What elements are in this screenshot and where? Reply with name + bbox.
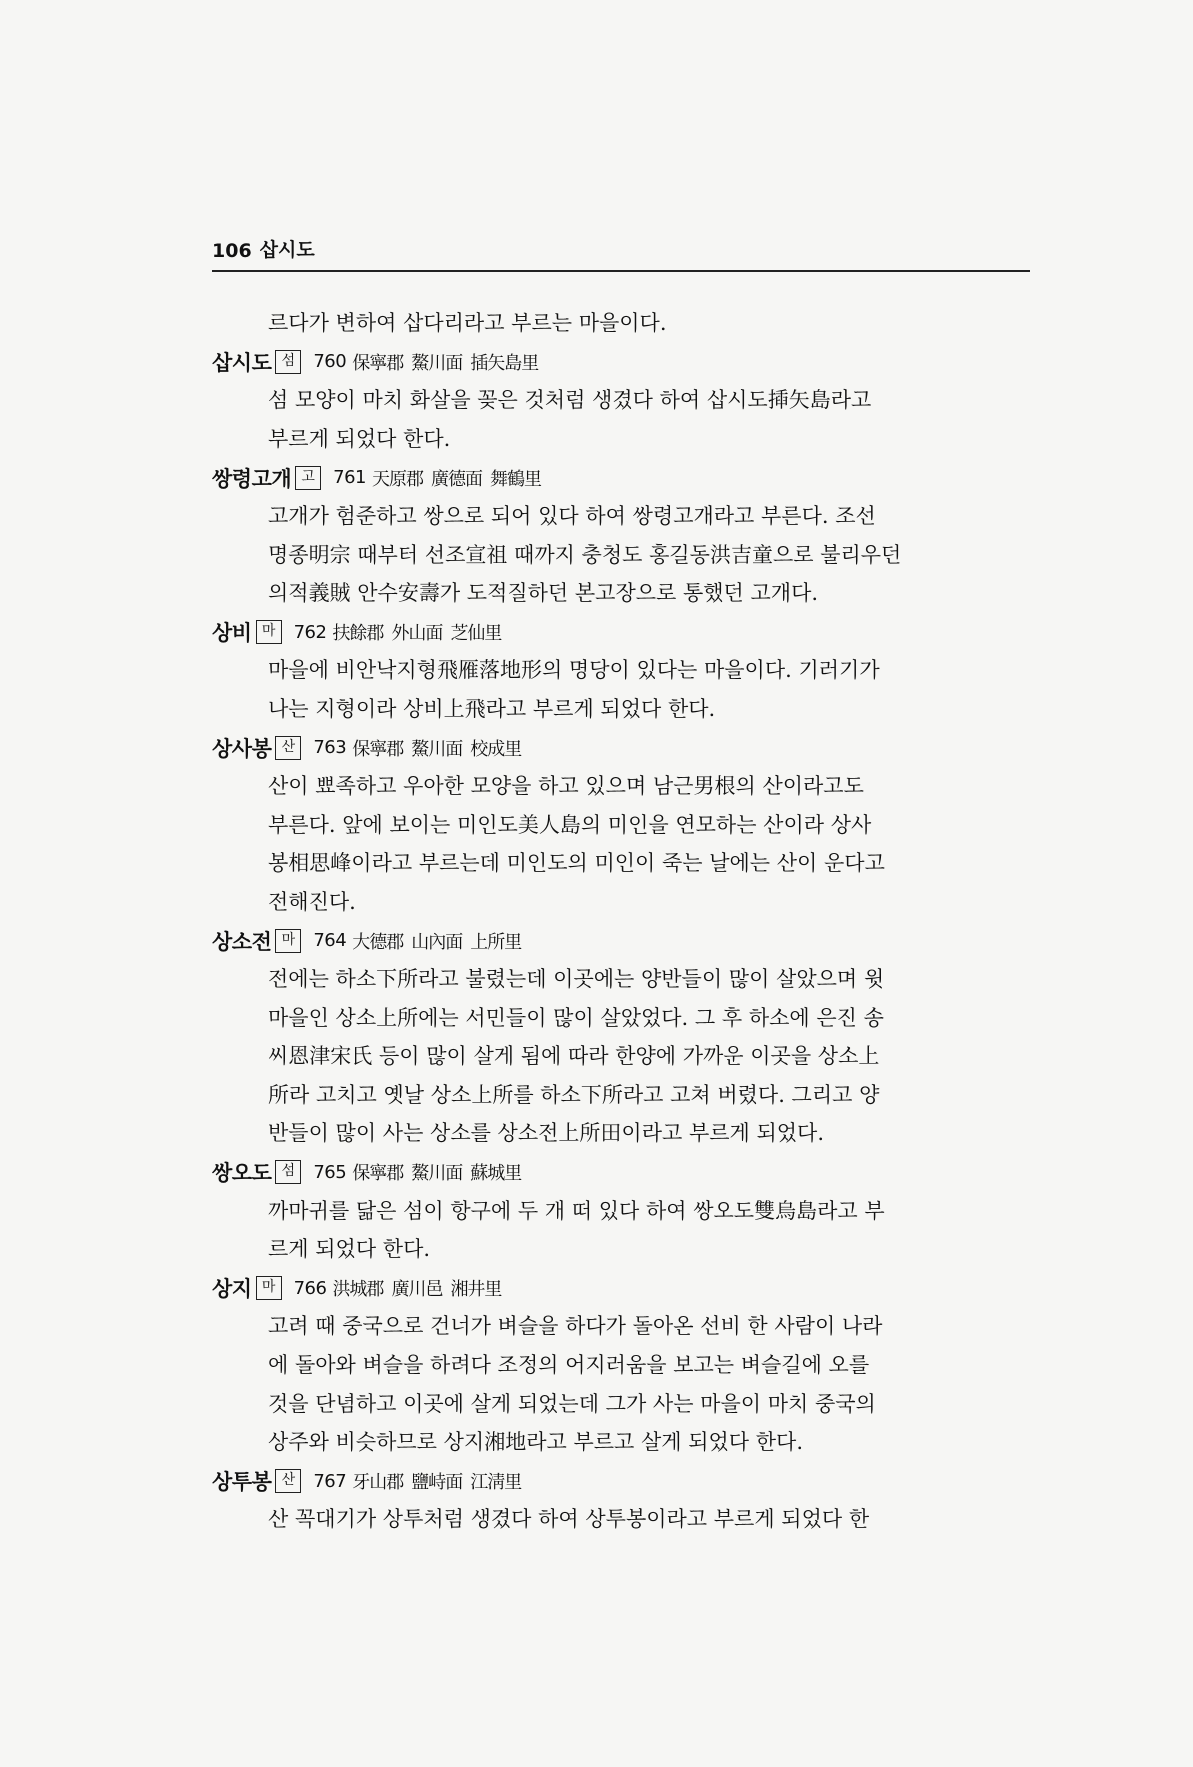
entry-name: 쌍오도 <box>212 1161 272 1186</box>
entry-header <box>212 458 1030 497</box>
entry-description-line: 상주와 비슷하므로 상지湘地라고 부르고 살게 되었다 한다. <box>268 1430 804 1455</box>
location-ri: 校成里 <box>470 738 522 760</box>
entry-description-line: 봉相思峰이라고 부르는데 미인도의 미인이 죽는 날에는 산이 운다고 <box>268 851 885 876</box>
location-myeon: 鰲川面 <box>411 1163 463 1185</box>
page-number: 106 <box>212 240 252 262</box>
location-myeon: 外山面 <box>391 623 443 645</box>
entry-header <box>212 922 1030 961</box>
entry-description-line: 所라 고치고 옛날 상소上所를 하소下所라고 고쳐 버렸다. 그리고 양 <box>268 1082 880 1107</box>
continuation-text <box>212 304 1030 343</box>
entry-sangbi <box>212 613 1030 729</box>
page-header <box>212 228 1030 272</box>
entry-sangtubong <box>212 1462 1030 1539</box>
entry-sangsabong <box>212 729 1030 922</box>
entry-location <box>352 928 529 954</box>
entry-description-line: 마을인 상소上所에는 서민들이 많이 살았었다. 그 후 하소에 은진 송 <box>268 1005 884 1030</box>
entry-location <box>332 1275 509 1301</box>
location-myeon: 鰲川面 <box>411 352 463 374</box>
entry-name: 상지 <box>212 1277 252 1302</box>
entry-sangsojeon <box>212 922 1030 1154</box>
entry-description-line: 나는 지형이라 상비上飛라고 부르게 되었다 한다. <box>268 696 716 721</box>
location-gun: 天原郡 <box>372 468 424 490</box>
entry-type-box: 섬 <box>275 350 301 374</box>
entry-number: 760 <box>313 351 347 373</box>
entry-description-line: 부르게 되었다 한다. <box>268 426 451 451</box>
entry-ssangryeong-gogae <box>212 458 1030 612</box>
location-gun: 洪城郡 <box>332 1279 384 1301</box>
entry-description-line: 에 돌아와 벼슬을 하려다 조정의 어지러움을 보고는 벼슬길에 오를 <box>268 1353 870 1378</box>
entry-type-box: 산 <box>275 736 301 760</box>
location-gun: 大德郡 <box>352 931 404 953</box>
running-title: 삽시도 <box>259 239 315 261</box>
entry-number: 764 <box>313 930 347 952</box>
entry-location <box>352 735 529 761</box>
location-ri: 舞鶴里 <box>490 468 542 490</box>
entry-description-line: 전에는 하소下所라고 불렸는데 이곳에는 양반들이 많이 살았으며 윗 <box>268 967 885 992</box>
entry-location <box>352 1468 529 1494</box>
entry-name: 쌍령고개 <box>212 466 292 491</box>
location-ri: 湘井里 <box>450 1279 502 1301</box>
entry-number: 766 <box>293 1277 327 1299</box>
entry-header <box>212 729 1030 768</box>
entry-description-line: 고개가 험준하고 쌍으로 되어 있다 하여 쌍령고개라고 부른다. 조선 <box>268 503 876 528</box>
location-ri: 插矢島里 <box>470 352 539 374</box>
entry-type-box: 고 <box>295 466 321 490</box>
location-ri: 上所里 <box>470 931 522 953</box>
continuation-line: 르다가 변하여 삽다리라고 부르는 마을이다. <box>268 311 667 335</box>
entry-name: 상사봉 <box>212 736 272 761</box>
location-eup: 廣川邑 <box>391 1279 443 1301</box>
entry-description-line: 섬 모양이 마치 화살을 꽂은 것처럼 생겼다 하여 삽시도揷矢島라고 <box>268 388 872 413</box>
entry-description-line: 부른다. 앞에 보이는 미인도美人島의 미인을 연모하는 산이라 상사 <box>268 812 872 837</box>
entry-description-line: 마을에 비안낙지형飛雁落地形의 명당이 있다는 마을이다. 기러기가 <box>268 658 880 683</box>
location-ri: 芝仙里 <box>450 623 502 645</box>
location-gun: 保寧郡 <box>352 738 404 760</box>
location-gun: 扶餘郡 <box>332 623 384 645</box>
entry-number: 763 <box>313 737 347 759</box>
entry-header <box>212 1153 1030 1192</box>
entry-location <box>352 349 546 375</box>
location-gun: 保寧郡 <box>352 352 404 374</box>
entry-header <box>212 613 1030 652</box>
location-myeon: 鰲川面 <box>411 738 463 760</box>
entry-description-line: 반들이 많이 사는 상소를 상소전上所田이라고 부르게 되었다. <box>268 1121 825 1146</box>
entry-name: 삽시도 <box>212 350 272 375</box>
entry-sangji <box>212 1269 1030 1462</box>
location-myeon: 鹽峙面 <box>411 1472 463 1494</box>
entry-description-line: 산 꼭대기가 상투처럼 생겼다 하여 상투봉이라고 부르게 되었다 한 <box>268 1507 870 1532</box>
entry-number: 765 <box>313 1161 347 1183</box>
entry-header <box>212 343 1030 382</box>
entry-description-line: 의적義賊 안수安壽가 도적질하던 본고장으로 통했던 고개다. <box>268 581 819 606</box>
location-gun: 牙山郡 <box>352 1472 404 1494</box>
entry-number: 762 <box>293 621 327 643</box>
entry-description-line: 것을 단념하고 이곳에 살게 되었는데 그가 사는 마을이 마치 중국의 <box>268 1391 876 1416</box>
entry-name: 상투봉 <box>212 1470 272 1495</box>
location-gun: 保寧郡 <box>352 1163 404 1185</box>
entry-sapsido <box>212 343 1030 459</box>
entry-type-box: 마 <box>256 620 282 644</box>
entry-name: 상비 <box>212 621 252 646</box>
entry-header <box>212 1462 1030 1501</box>
entry-type-box: 마 <box>275 929 301 953</box>
entry-type-box: 섬 <box>275 1160 301 1184</box>
dictionary-content <box>212 304 1030 1539</box>
entry-description-line: 고려 때 중국으로 건너가 벼슬을 하다가 돌아온 선비 한 사람이 나라 <box>268 1314 883 1339</box>
location-myeon: 山內面 <box>411 931 463 953</box>
entry-description-line: 씨恩津宋氏 등이 많이 살게 됨에 따라 한양에 가까운 이곳을 상소上 <box>268 1044 880 1069</box>
entry-type-box: 마 <box>256 1276 282 1300</box>
entry-number: 767 <box>313 1470 347 1492</box>
entry-type-box: 산 <box>275 1469 301 1493</box>
entry-description-line: 르게 되었다 한다. <box>268 1237 431 1262</box>
entry-ssangodo <box>212 1153 1030 1269</box>
entry-description-line: 전해진다. <box>268 889 356 914</box>
entry-description-line: 까마귀를 닮은 섬이 항구에 두 개 떠 있다 하여 쌍오도雙烏島라고 부 <box>268 1198 885 1223</box>
location-ri: 蘇城里 <box>470 1163 522 1185</box>
location-myeon: 廣德面 <box>431 468 483 490</box>
entry-name: 상소전 <box>212 929 272 954</box>
entry-description-line: 산이 뾰족하고 우아한 모양을 하고 있으며 남근男根의 산이라고도 <box>268 774 864 799</box>
entry-header <box>212 1269 1030 1308</box>
entry-location <box>352 1159 529 1185</box>
entry-location <box>332 619 509 645</box>
entry-location <box>372 465 549 491</box>
location-ri: 江淸里 <box>470 1472 522 1494</box>
entry-description-line: 명종明宗 때부터 선조宣祖 때까지 충청도 홍길동洪吉童으로 불리우던 <box>268 542 902 567</box>
entry-number: 761 <box>333 467 367 489</box>
